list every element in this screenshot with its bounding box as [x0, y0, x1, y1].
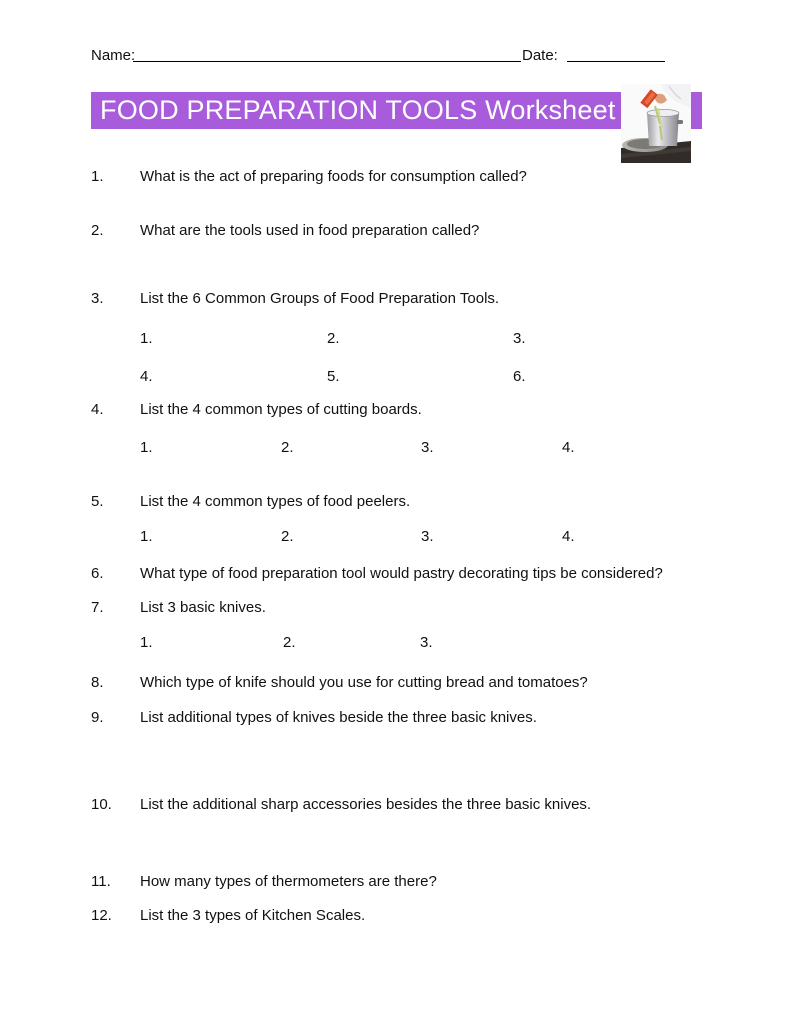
sub-number: 3.: [513, 330, 526, 347]
question-text: List 3 basic knives.: [140, 599, 266, 616]
date-blank-line: [567, 47, 665, 62]
question-3-blanks-row-2: [0, 368, 791, 386]
question-number: 3.: [91, 290, 104, 307]
question-text: List additional types of knives beside the three basic knives.: [140, 709, 537, 726]
question-5-blanks-row: [0, 528, 791, 546]
question-1: [0, 168, 791, 186]
question-number: 4.: [91, 401, 104, 418]
question-9: [0, 709, 791, 727]
page-title: FOOD PREPARATION TOOLS Worksheet: [100, 95, 616, 125]
question-number: 7.: [91, 599, 104, 616]
question-number: 2.: [91, 222, 104, 239]
question-10: [0, 796, 791, 814]
sub-number: 1.: [140, 439, 153, 456]
name-label: Name:: [91, 47, 136, 64]
question-2: [0, 222, 791, 240]
question-6: [0, 565, 791, 583]
question-number: 8.: [91, 674, 104, 691]
question-7-blanks-row: [0, 634, 791, 652]
question-11: [0, 873, 791, 891]
sub-number: 4.: [562, 439, 575, 456]
question-text: List the 3 types of Kitchen Scales.: [140, 907, 366, 924]
question-number: 6.: [91, 565, 104, 582]
question-text: List the additional sharp accessories besides the three basic knives.: [140, 796, 592, 813]
question-text: What type of food preparation tool would pastry decorating tips be considered?: [140, 565, 663, 582]
question-7: [0, 599, 791, 617]
sub-number: 2.: [281, 528, 294, 545]
sub-number: 2.: [327, 330, 340, 347]
question-8: [0, 674, 791, 692]
name-blank-line: [133, 47, 521, 62]
sub-number: 6.: [513, 368, 526, 385]
sub-number: 2.: [281, 439, 294, 456]
question-3: [0, 290, 791, 308]
question-text: What is the act of preparing foods for consumption called?: [140, 168, 527, 185]
sub-number: 2.: [283, 634, 296, 651]
sub-number: 5.: [327, 368, 340, 385]
question-text: What are the tools used in food preparation called?: [140, 222, 480, 239]
question-text: List the 6 Common Groups of Food Preparation Tools.: [140, 290, 500, 307]
question-12: [0, 907, 791, 925]
date-label: Date:: [522, 47, 558, 64]
question-4: [0, 401, 791, 419]
sub-number: 3.: [420, 634, 433, 651]
question-text: List the 4 common types of cutting boards.: [140, 401, 422, 418]
sub-number: 4.: [140, 368, 153, 385]
question-number: 5.: [91, 493, 104, 510]
title-banner: [91, 92, 702, 129]
question-4-blanks-row: [0, 439, 791, 457]
sub-number: 3.: [421, 439, 434, 456]
question-text: List the 4 common types of food peelers.: [140, 493, 411, 510]
sub-number: 1.: [140, 634, 153, 651]
question-text: Which type of knife should you use for cutting bread and tomatoes?: [140, 674, 588, 691]
sub-number: 1.: [140, 528, 153, 545]
question-3-blanks-row-1: [0, 330, 791, 348]
question-number: 10.: [91, 796, 112, 813]
question-number: 9.: [91, 709, 104, 726]
question-number: 1.: [91, 168, 104, 185]
sub-number: 1.: [140, 330, 153, 347]
question-5: [0, 493, 791, 511]
question-text: How many types of thermometers are there?: [140, 873, 437, 890]
sub-number: 3.: [421, 528, 434, 545]
question-number: 11.: [91, 873, 111, 890]
sub-number: 4.: [562, 528, 575, 545]
cooking-photo-icon: [621, 84, 691, 163]
question-number: 12.: [91, 907, 112, 924]
